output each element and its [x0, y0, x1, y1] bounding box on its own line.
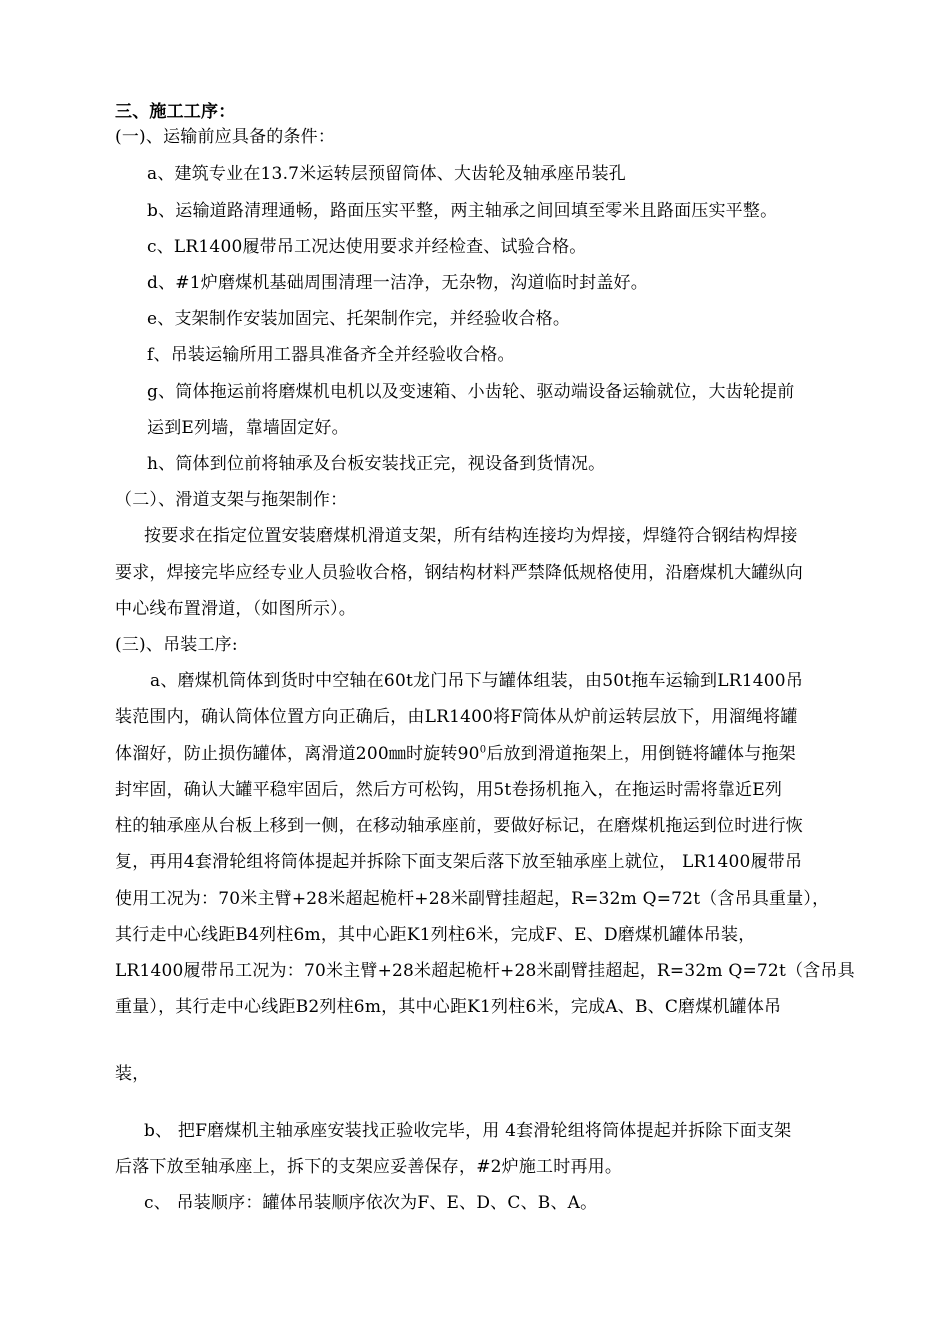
- part2-line-3: 中心线布置滑道，（如图所示）。: [115, 599, 356, 619]
- part1-item-a: a、建筑专业在13.7米运转层预留筒体、大齿轮及轴承座吊装孔: [147, 164, 626, 184]
- part3-a-line-9: LR1400履带吊工况为：70米主臂+28米超起桅杆+28米副臂挂超起，R=32m Q=72t（含吊具: [115, 961, 855, 981]
- part2-line-2: 要求，焊接完毕应经专业人员验收合格，钢结构材料严禁降低规格使用，沿磨煤机大罐纵向: [115, 563, 803, 583]
- part3-a-line-4: 封牢固，确认大罐平稳牢固后，然后方可松钩，用5t卷扬机拖入，在拖运时需将靠近E列: [115, 780, 783, 800]
- part1-item-e: e、支架制作安装加固完、托架制作完，并经验收合格。: [147, 309, 571, 329]
- part3-b-line-2: 后落下放至轴承座上，拆下的支架应妥善保存，#2炉施工时再用。: [115, 1157, 623, 1177]
- part1-item-c: c、LR1400履带吊工况达使用要求并经检查、试验合格。: [147, 237, 587, 257]
- part1-item-g: g、筒体拖运前将磨煤机电机以及变速箱、小齿轮、驱动端设备运输就位，大齿轮提前: [147, 382, 795, 402]
- part3-a-line-7: 使用工况为：70米主臂+28米超起桅杆+28米副臂挂超起，R=32m Q=72t（含吊具重量），: [115, 889, 830, 909]
- part3-b-line-1: b、 把F磨煤机主轴承座安装找正验收完毕，用 4套滑轮组将筒体提起并拆除下面支架: [144, 1121, 792, 1141]
- part3-c-line: c、 吊装顺序：罐体吊装顺序依次为F、E、D、C、B、A。: [144, 1193, 598, 1213]
- part3-a-line-6: 复，再用4套滑轮组将筒体提起并拆除下面支架后落下放至轴承座上就位， LR1400履带吊: [115, 852, 803, 872]
- part1-item-b: b、运输道路清理通畅，路面压实平整，两主轴承之间回填至零米且路面压实平整。: [147, 201, 778, 221]
- part2-line-1: 按要求在指定位置安装磨煤机滑道支架，所有结构连接均为焊接，焊缝符合钢结构焊接: [144, 526, 798, 546]
- part3-a-line-1: a、磨煤机筒体到货时中空轴在60t龙门吊下与罐体组装，由50t拖车运输到LR1400吊: [150, 671, 804, 691]
- part3-a-line-10: 重量），其行走中心线距B2列柱6m，其中心距K1列柱6米，完成A、B、C磨煤机罐体吊: [115, 997, 782, 1017]
- part3-a-line-2: 装范围内，确认筒体位置方向正确后，由LR1400将F筒体从炉前运转层放下，用溜绳将罐: [115, 707, 798, 727]
- part1-item-h: h、筒体到位前将轴承及台板安装找正完，视设备到货情况。: [147, 454, 606, 474]
- part2-heading: （二）、滑道支架与拖架制作：: [115, 490, 348, 510]
- degree-superscript: 0: [479, 744, 487, 756]
- part1-item-g-cont: 运到E列墙，靠墙固定好。: [147, 418, 349, 438]
- part3-a-line-3-rest: 后放到滑道拖架上，用倒链将罐体与拖架: [486, 744, 796, 764]
- part1-heading: (一)、运输前应具备的条件：: [115, 127, 336, 147]
- part3-a-line-3: [115, 742, 796, 766]
- part3-a-line-5: 柱的轴承座从台板上移到一侧，在移动轴承座前，要做好标记，在磨煤机拖运到位时进行恢: [115, 816, 803, 836]
- part1-item-f: f、吊装运输所用工器具准备齐全并经验收合格。: [147, 345, 515, 365]
- part3-heading: (三)、吊装工序:: [115, 635, 238, 655]
- part3-a-line-11: 装，: [115, 1064, 150, 1084]
- part1-item-d: d、#1炉磨煤机基础周围清理一洁净，无杂物，沟道临时封盖好。: [147, 273, 648, 293]
- section-title: 三、施工工序：: [115, 102, 236, 122]
- part3-a-line-8: 其行走中心线距B4列柱6m，其中心距K1列柱6米，完成F、E、D磨煤机罐体吊装，: [115, 925, 756, 945]
- part3-a-line-3-text: 体溜好，防止损伤罐体，离滑道200㎜时旋转90: [115, 744, 480, 764]
